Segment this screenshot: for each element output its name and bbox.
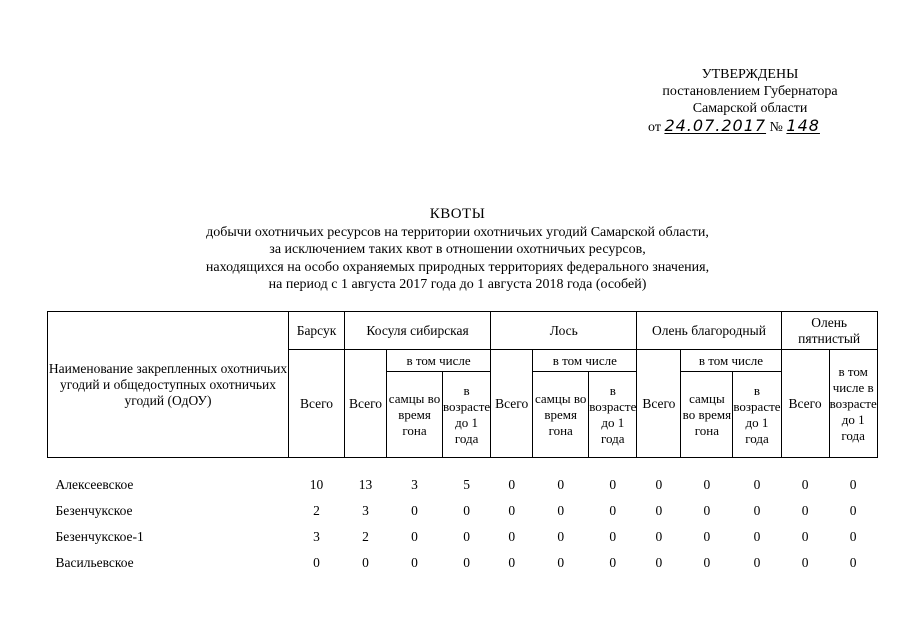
cell: 0: [849, 502, 857, 518]
quota-table: [47, 311, 878, 576]
title-line-2: за исключением таких квот в отношении охотничьих ресурсов,: [269, 242, 646, 257]
decree-date: 24.07.2017: [664, 116, 767, 135]
header-red-total: Всего: [637, 350, 681, 458]
cell: 0: [753, 554, 761, 570]
title-line-4: на период с 1 августа 2017 года до 1 августа 2018 года (особей): [268, 277, 647, 292]
cell: 0: [849, 554, 857, 570]
cell: 0: [753, 476, 761, 492]
cell: 0: [609, 476, 617, 492]
header-roe-males: самцы во время гона: [387, 372, 443, 458]
row-name: Васильевское: [55, 554, 134, 570]
cell: 0: [703, 502, 711, 518]
row-name: Безенчукское-1: [55, 528, 144, 544]
cell: 0: [362, 554, 369, 570]
cell: 0: [609, 528, 617, 544]
header-badger-total: Всего: [289, 350, 345, 458]
header-red-deer: Олень благородный: [637, 312, 781, 350]
header-moose-young: в возрасте до 1 года: [589, 372, 637, 458]
cell: 0: [655, 528, 663, 544]
header-moose-total: Всего: [491, 350, 533, 458]
cell: 13: [358, 476, 373, 492]
cell: 0: [655, 554, 663, 570]
table-row: [48, 458, 878, 498]
cell: 0: [411, 528, 418, 544]
cell: 0: [753, 502, 761, 518]
cell: 0: [849, 528, 857, 544]
table-row: [48, 498, 878, 524]
approved-heading: УТВЕРЖДЕНЫ: [701, 67, 799, 82]
cell: 10: [309, 476, 324, 492]
title-main: КВОТЫ: [429, 206, 486, 222]
cell: 0: [801, 502, 809, 518]
table-row: [48, 550, 878, 576]
cell: 0: [411, 502, 418, 518]
cell: 0: [849, 476, 857, 492]
cell: 0: [753, 528, 761, 544]
row-name: Алексеевское: [55, 476, 134, 492]
title-line-1: добычи охотничьих ресурсов на территории охотничьих угодий Самарской области,: [206, 224, 709, 240]
header-red-males: самцы во время гона: [681, 372, 733, 458]
header-moose: Лось: [491, 312, 637, 350]
header-red-young: в возрасте до 1 года: [733, 372, 781, 458]
title-line-3: находящихся на особо охраняемых природных территориях федерального значения,: [205, 259, 710, 275]
sika-including-label: в том числе: [832, 363, 868, 395]
header-sika-total: Всего: [781, 350, 829, 458]
cell: 0: [508, 476, 516, 492]
header-sika-deer: Олень пятнистый: [781, 312, 877, 350]
cell: 0: [801, 528, 809, 544]
cell: 0: [313, 554, 320, 570]
header-red-including: в том числе: [681, 350, 781, 372]
cell: 0: [557, 502, 565, 518]
header-badger: Барсук: [289, 312, 345, 350]
header-sika-including-under-1yr: [829, 350, 877, 458]
cell: 3: [313, 528, 320, 544]
cell: 0: [557, 476, 565, 492]
document-title: [80, 206, 835, 294]
date-prefix: от: [648, 120, 661, 135]
header-roe-young: в возрасте до 1 года: [443, 372, 491, 458]
region-line: Самарской области: [692, 101, 808, 116]
row-name: Безенчукское: [55, 502, 133, 518]
header-roe-deer: Косуля сибирская: [345, 312, 491, 350]
cell: 0: [557, 528, 565, 544]
sika-under-1yr-label: в возрасте до 1 года: [829, 379, 877, 443]
cell: 0: [609, 502, 617, 518]
cell: 0: [557, 554, 565, 570]
cell: 0: [703, 528, 711, 544]
table-row: [48, 524, 878, 550]
cell: 0: [508, 528, 516, 544]
header-moose-males: самцы во время гона: [533, 372, 589, 458]
number-prefix: №: [769, 120, 783, 135]
cell: 0: [463, 554, 470, 570]
header-roe-including: в том числе: [387, 350, 491, 372]
cell: 0: [703, 476, 711, 492]
cell: 0: [609, 554, 617, 570]
cell: 5: [463, 476, 470, 492]
cell: 0: [508, 502, 516, 518]
header-roe-total: Всего: [345, 350, 387, 458]
cell: 3: [411, 476, 418, 492]
header-moose-including: в том числе: [533, 350, 637, 372]
cell: 2: [362, 528, 369, 544]
cell: 0: [463, 528, 470, 544]
approval-stamp: [640, 66, 860, 136]
cell: 0: [801, 476, 809, 492]
cell: 0: [655, 502, 663, 518]
cell: 0: [411, 554, 418, 570]
decree-number: 148: [786, 116, 820, 135]
decree-date-line: [648, 117, 860, 136]
cell: 2: [313, 502, 320, 518]
cell: 0: [703, 554, 711, 570]
cell: 0: [655, 476, 663, 492]
header-name: Наименование закрепленных охотничьих угодий и общедоступных охотничьих угодий (ОдОУ): [48, 312, 289, 458]
approved-by-line: постановлением Губернатора: [662, 84, 838, 99]
cell: 0: [508, 554, 516, 570]
cell: 0: [801, 554, 809, 570]
cell: 0: [463, 502, 470, 518]
cell: 3: [362, 502, 369, 518]
